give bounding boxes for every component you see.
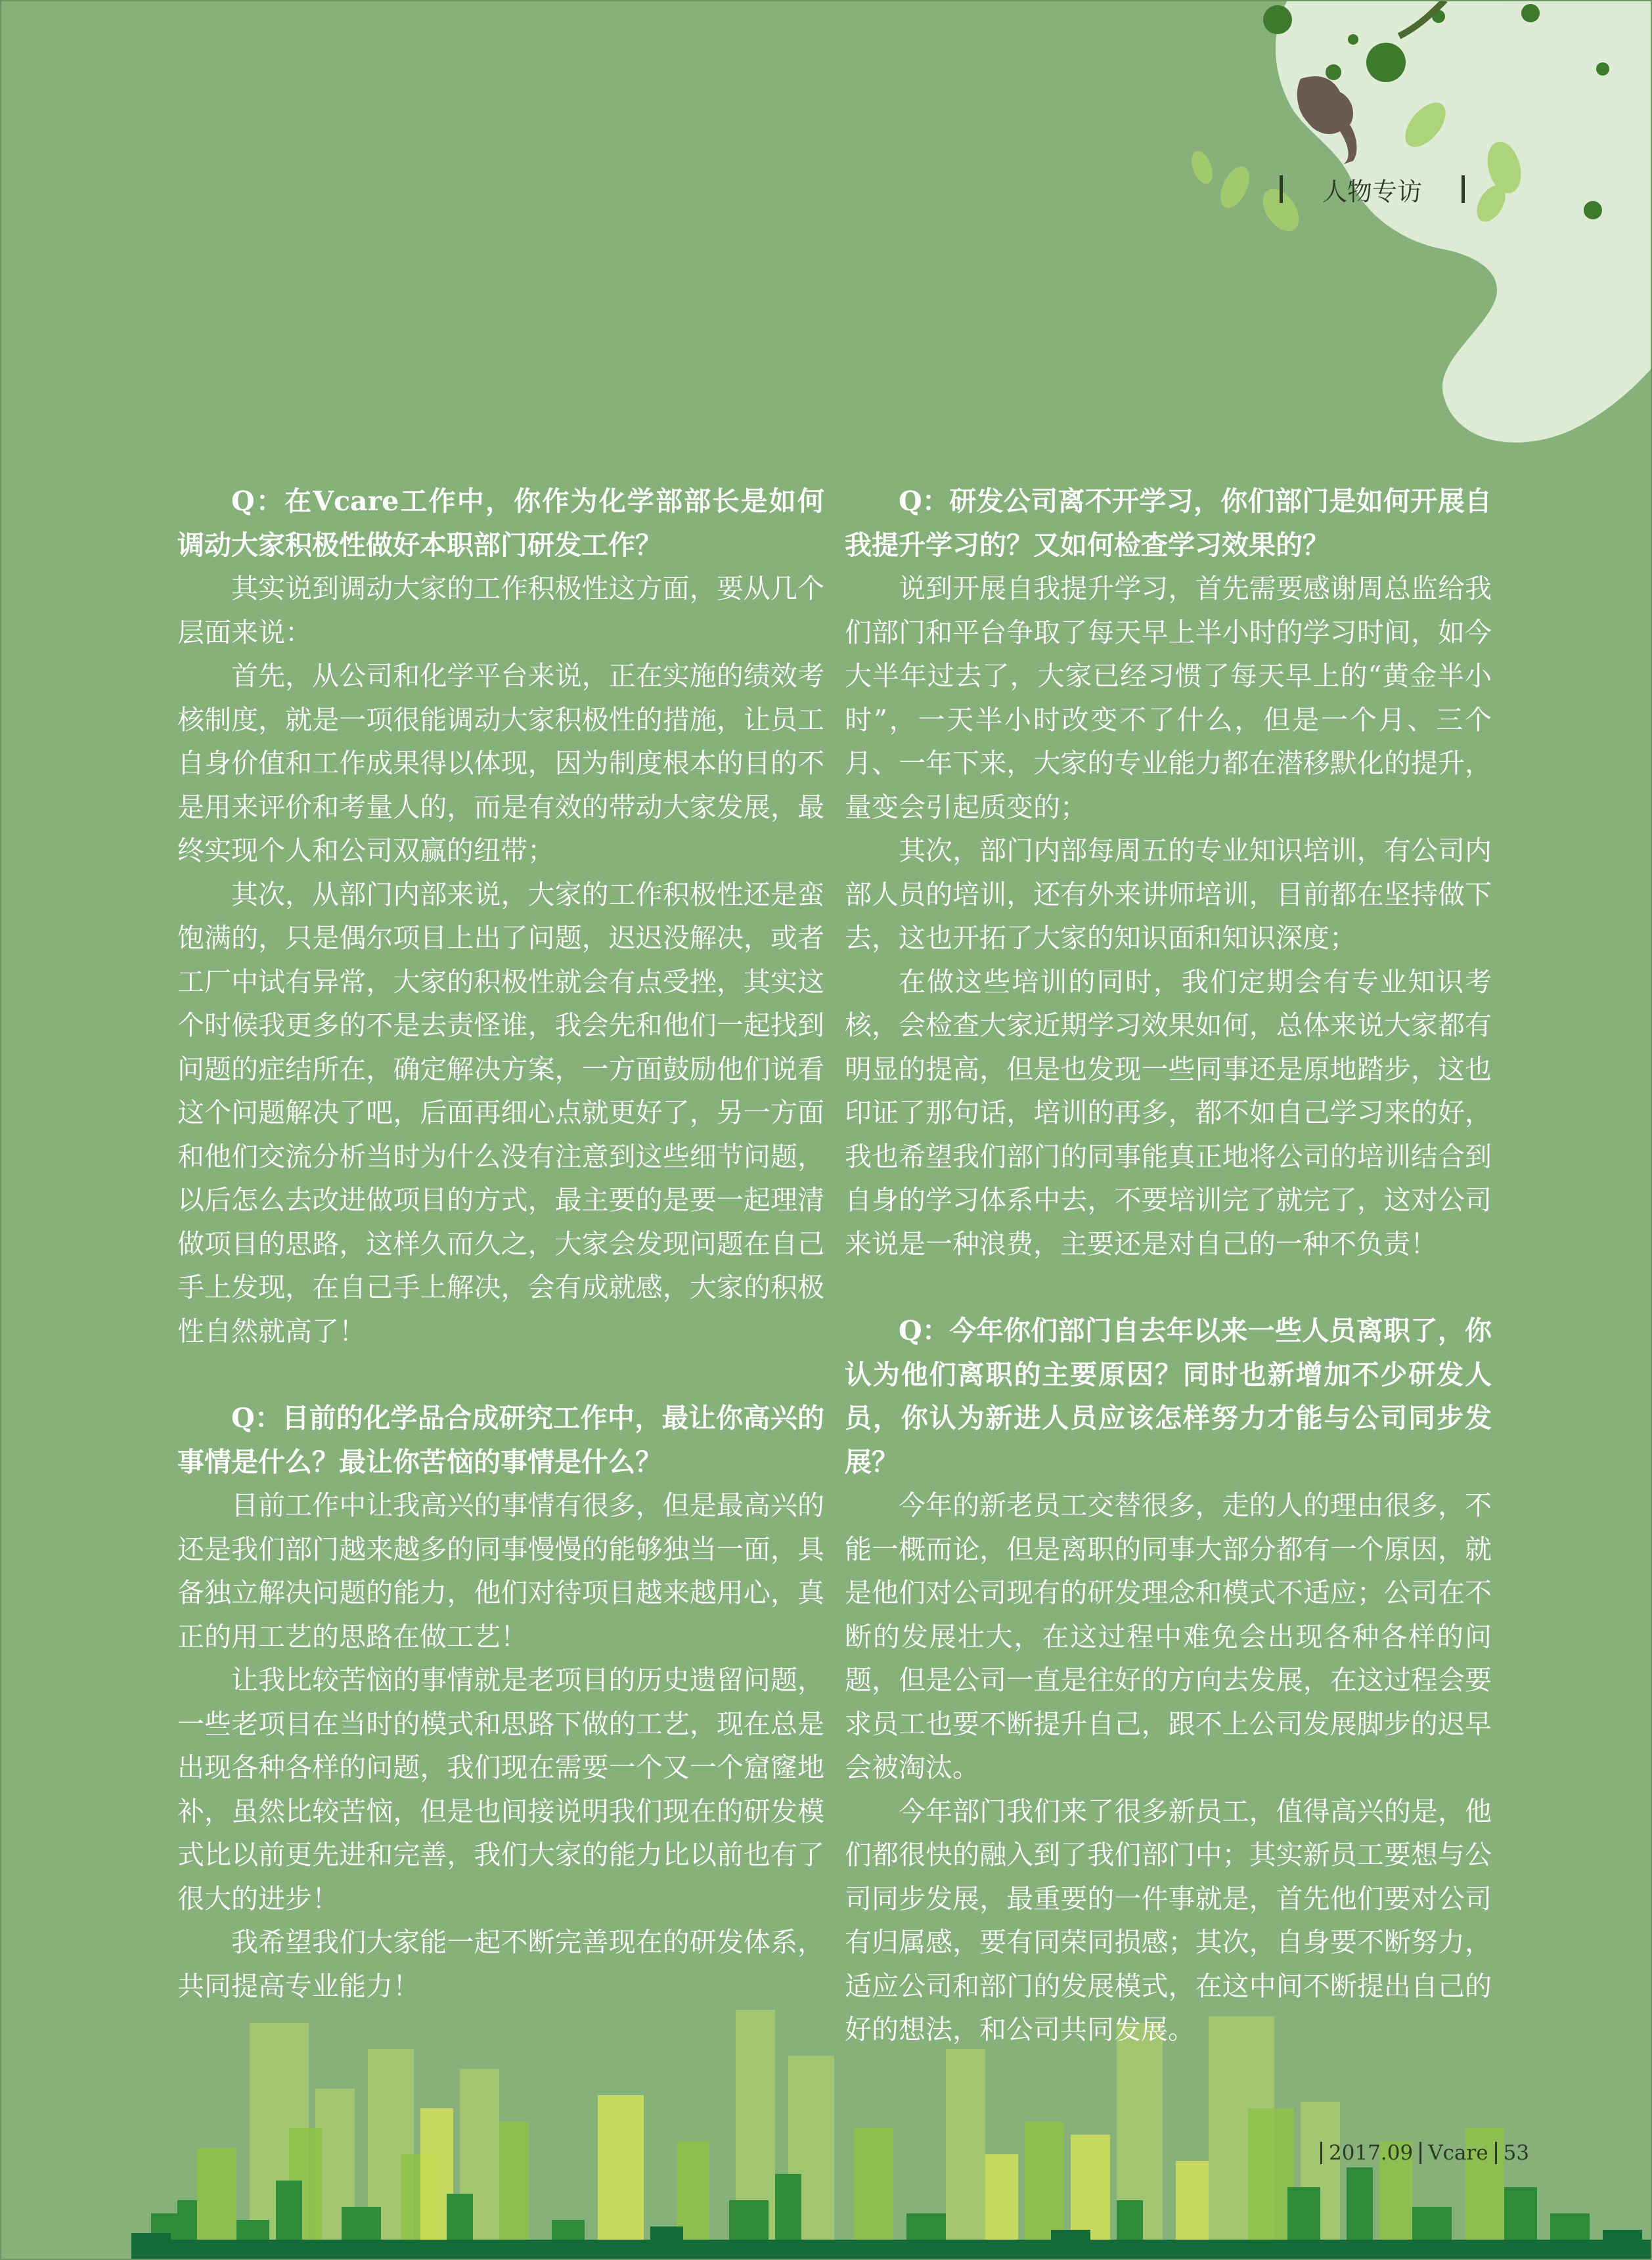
answer-3-paragraph-3: 在做这些培训的同时，我们定期会有专业知识考核，会检查大家近期学习效果如何，总体来说大家都有明显的提高，但是也发现一些同事还是原地踏步，这也印证了那句话，培训的再多，都不如自己学习来的好，我也希望我们部门的同事能真正地将公司的培训结合到自身的学习体系中去，不要培训完了就完了，这对公司来说是一种浪费，主要还是对自己的一种不负责！ xyxy=(845,965,1492,1260)
page-footer xyxy=(1320,2137,1529,2169)
answer-1-paragraph-1: 其实说到调动大家的工作积极性这方面，要从几个层面来说： xyxy=(177,573,824,648)
header-left-bar xyxy=(1280,175,1283,203)
section-title: 人物专访 xyxy=(1322,177,1423,206)
footer-bar xyxy=(1495,2142,1497,2164)
left-column xyxy=(177,479,824,2008)
answer-4-paragraph-1: 今年的新老员工交替很多，走的人的理由很多，不能一概而论，但是离职的同事大部分都有一个原因，就是他们对公司现有的研发理念和模式不适应；公司在不断的发展壮大，在这过程中难免会出现各种各样的问题，但是公司一直是往好的方向去发展，在这过程会要求员工也要不断提升自己，跟不上公司发展脚步的迟早会被淘汰。 xyxy=(845,1490,1492,1783)
section-spacer xyxy=(845,1266,1492,1309)
section-spacer xyxy=(177,1353,824,1396)
section-header xyxy=(1280,169,1465,209)
question-1: Q：在Vcare工作中，你作为化学部部长是如何调动大家积极性做好本职部门研发工作？ xyxy=(177,485,824,561)
issue-date: 2017.09 xyxy=(1329,2141,1414,2165)
magazine-name: Vcare xyxy=(1428,2141,1488,2165)
question-3: Q：研发公司离不开学习，你们部门是如何开展自我提升学习的？又如何检查学习效果的？ xyxy=(845,485,1492,561)
answer-1-paragraph-3: 其次，从部门内部来说，大家的工作积极性还是蛮饱满的，只是偶尔项目上出了问题，迟迟没解决，或者工厂中试有异常，大家的积极性就会有点受挫，其实这个时候我更多的不是去责怪谁，我会先和他们一起找到问题的症结所在，确定解决方案，一方面鼓励他们说看这个问题解决了吧，后面再细心点就更好了，另一方面和他们交流分析当时为什么没有注意到这些细节问题，以后怎么去改进做项目的方式，最主要的是要一起理清做项目的思路，这样久而久之，大家会发现问题在自己手上发现，在自己手上解决，会有成就感，大家的积极性自然就高了！ xyxy=(177,878,824,1347)
right-column xyxy=(845,479,1492,2052)
answer-4-paragraph-2: 今年部门我们来了很多新员工，值得高兴的是，他们都很快的融入到了我们部门中；其实新员工要想与公司同步发展，最重要的一件事就是，首先他们要对公司有归属感，要有同荣同损感；其次，自身要不断努力，适应公司和部门的发展模式，在这中间不断提出自己的好的想法，和公司共同发展。 xyxy=(845,1795,1492,2045)
footer-bar xyxy=(1320,2142,1322,2164)
answer-1-paragraph-2: 首先，从公司和化学平台来说，正在实施的绩效考核制度，就是一项很能调动大家积极性的措施，让员工自身价值和工作成果得以体现，因为制度根本的目的不是用来评价和考量人的，而是有效的带动大家发展，最终实现个人和公司双赢的纽带； xyxy=(177,660,824,866)
answer-2-paragraph-1: 目前工作中让我高兴的事情有很多，但是最高兴的还是我们部门越来越多的同事慢慢的能够独当一面，具备独立解决问题的能力，他们对待项目越来越用心，真正的用工艺的思路在做工艺！ xyxy=(177,1490,824,1652)
question-4: Q：今年你们部门自去年以来一些人员离职了，你认为他们离职的主要原因？同时也新增加不少研发人员，你认为新进人员应该怎样努力才能与公司同步发展？ xyxy=(845,1315,1492,1478)
page-number: 53 xyxy=(1503,2141,1530,2165)
answer-2-paragraph-2: 让我比较苦恼的事情就是老项目的历史遗留问题，一些老项目在当时的模式和思路下做的工艺，现在总是出现各种各样的问题，我们现在需要一个又一个窟窿地补，虽然比较苦恼，但是也间接说明我们现在的研发模式比以前更先进和完善，我们大家的能力比以前也有了很大的进步！ xyxy=(177,1664,824,1915)
answer-3-paragraph-1: 说到开展自我提升学习，首先需要感谢周总监给我们部门和平台争取了每天早上半小时的学习时间，如今大半年过去了，大家已经习惯了每天早上的“黄金半小时”，一天半小时改变不了什么，但是一个月、三个月、一年下来，大家的专业能力都在潜移默化的提升，量变会引起质变的； xyxy=(845,573,1492,823)
answer-2-paragraph-3: 我希望我们大家能一起不断完善现在的研发体系，共同提高专业能力！ xyxy=(177,1926,824,2002)
footer-bar xyxy=(1419,2142,1421,2164)
header-right-bar xyxy=(1462,175,1465,203)
answer-3-paragraph-2: 其次，部门内部每周五的专业知识培训，有公司内部人员的培训，还有外来讲师培训，目前都在坚持做下去，这也开拓了大家的知识面和知识深度； xyxy=(845,835,1492,954)
question-2: Q：目前的化学品合成研究工作中，最让你高兴的事情是什么？最让你苦恼的事情是什么？ xyxy=(177,1402,824,1478)
